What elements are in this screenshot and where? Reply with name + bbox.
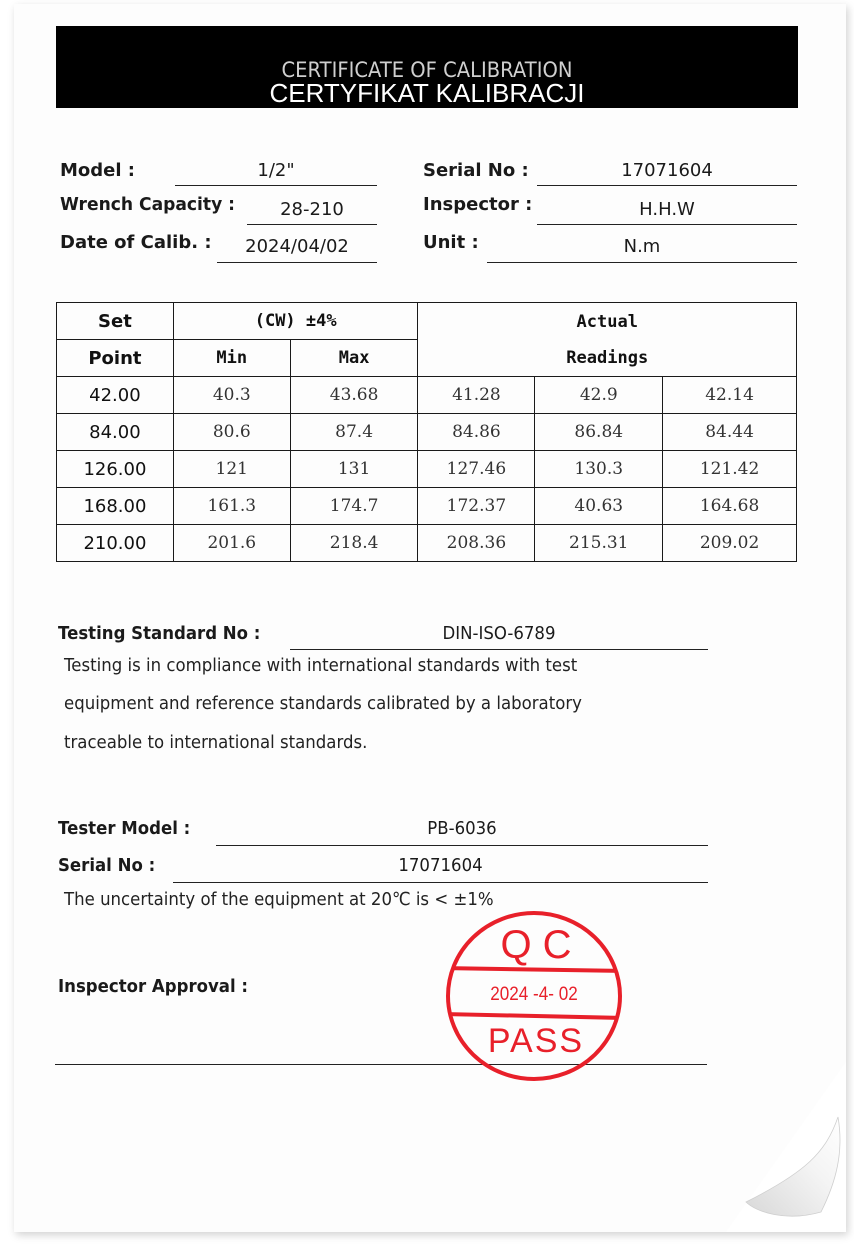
- cell-reading-3: 42.14: [663, 377, 797, 414]
- qc-pass-stamp: [444, 910, 624, 1082]
- cell-set-point: 84.00: [57, 414, 174, 451]
- title-banner: [56, 26, 798, 108]
- approval-label: Inspector Approval :: [58, 976, 249, 997]
- unit-underline: [487, 262, 797, 263]
- cell-max: 131: [290, 451, 418, 488]
- cell-reading-2: 130.3: [535, 451, 663, 488]
- stamp-date-text: 2024 -4- 02: [490, 983, 578, 1005]
- cell-reading-1: 127.46: [418, 451, 535, 488]
- cell-reading-3: 209.02: [663, 525, 797, 562]
- header-max: Max: [290, 340, 418, 377]
- page-curl-icon: [726, 1062, 846, 1232]
- serial-underline: [537, 185, 797, 186]
- cell-set-point: 168.00: [57, 488, 174, 525]
- table-row: [57, 488, 797, 525]
- cell-min: 201.6: [173, 525, 290, 562]
- header-actual: Actual: [576, 311, 638, 332]
- header-tolerance: (CW) ±4%: [173, 303, 418, 340]
- inspector-label: Inspector :: [423, 194, 533, 215]
- cell-reading-1: 172.37: [418, 488, 535, 525]
- standard-value: DIN-ISO-6789: [442, 623, 556, 644]
- tester-serial-underline: [173, 882, 708, 883]
- unit-label: Unit :: [423, 232, 479, 253]
- tester-model-value: PB-6036: [427, 818, 497, 839]
- stamp-qc-text: Q C: [500, 923, 572, 967]
- compliance-line-3: traceable to international standards.: [64, 732, 368, 753]
- model-label: Model :: [60, 160, 136, 181]
- standard-label: Testing Standard No :: [58, 623, 261, 644]
- date-label: Date of Calib. :: [60, 232, 212, 253]
- unit-value: N.m: [623, 236, 661, 257]
- table-row: [57, 377, 797, 414]
- tester-serial-label: Serial No :: [58, 855, 156, 876]
- cell-reading-1: 84.86: [418, 414, 535, 451]
- cell-reading-2: 42.9: [535, 377, 663, 414]
- capacity-value: 28-210: [280, 199, 344, 220]
- cell-max: 87.4: [290, 414, 418, 451]
- date-value: 2024/04/02: [245, 236, 349, 257]
- cell-reading-3: 84.44: [663, 414, 797, 451]
- inspector-underline: [537, 224, 797, 225]
- cell-reading-1: 208.36: [418, 525, 535, 562]
- cell-min: 121: [173, 451, 290, 488]
- table-row: [57, 451, 797, 488]
- capacity-label: Wrench Capacity :: [60, 194, 236, 215]
- standard-underline: [290, 649, 708, 650]
- date-underline: [217, 262, 377, 263]
- cell-max: 43.68: [290, 377, 418, 414]
- cell-min: 40.3: [173, 377, 290, 414]
- title-english: CERTIFICATE OF CALIBRATION: [281, 58, 573, 82]
- serial-label: Serial No :: [423, 160, 529, 181]
- table-row: [57, 525, 797, 562]
- capacity-underline: [247, 224, 377, 225]
- cell-set-point: 126.00: [57, 451, 174, 488]
- header-min: Min: [173, 340, 290, 377]
- cell-reading-1: 41.28: [418, 377, 535, 414]
- cell-reading-3: 164.68: [663, 488, 797, 525]
- model-underline: [175, 185, 377, 186]
- compliance-line-2: equipment and reference standards calibrated by a laboratory: [64, 693, 582, 714]
- header-point: Point: [57, 340, 174, 377]
- title-polish: CERTYFIKAT KALIBRACJI: [269, 78, 585, 108]
- cell-reading-2: 215.31: [535, 525, 663, 562]
- serial-value: 17071604: [621, 160, 713, 181]
- tester-model-label: Tester Model :: [58, 818, 191, 839]
- inspector-value: H.H.W: [639, 199, 695, 220]
- table-header-row-1: [57, 303, 797, 340]
- header-actual-readings: [418, 303, 797, 377]
- cell-reading-2: 40.63: [535, 488, 663, 525]
- tester-model-underline: [216, 845, 708, 846]
- table-row: [57, 414, 797, 451]
- header-readings: Readings: [566, 347, 649, 368]
- cell-set-point: 210.00: [57, 525, 174, 562]
- cell-reading-3: 121.42: [663, 451, 797, 488]
- tester-serial-value: 17071604: [398, 855, 483, 876]
- cell-min: 161.3: [173, 488, 290, 525]
- compliance-line-1: Testing is in compliance with international standards with test: [64, 655, 578, 676]
- cell-max: 174.7: [290, 488, 418, 525]
- cell-min: 80.6: [173, 414, 290, 451]
- stamp-divider-top: [444, 968, 624, 971]
- header-set: Set: [57, 303, 174, 340]
- cell-set-point: 42.00: [57, 377, 174, 414]
- uncertainty-text: The uncertainty of the equipment at 20℃ is < ±1%: [64, 889, 494, 910]
- calibration-table: [56, 302, 797, 562]
- cell-max: 218.4: [290, 525, 418, 562]
- cell-reading-2: 86.84: [535, 414, 663, 451]
- model-value: 1/2": [257, 160, 295, 181]
- stamp-pass-text: PASS: [487, 1022, 585, 1060]
- stamp-divider-bottom: [444, 1014, 624, 1018]
- certificate-sheet: [14, 4, 846, 1232]
